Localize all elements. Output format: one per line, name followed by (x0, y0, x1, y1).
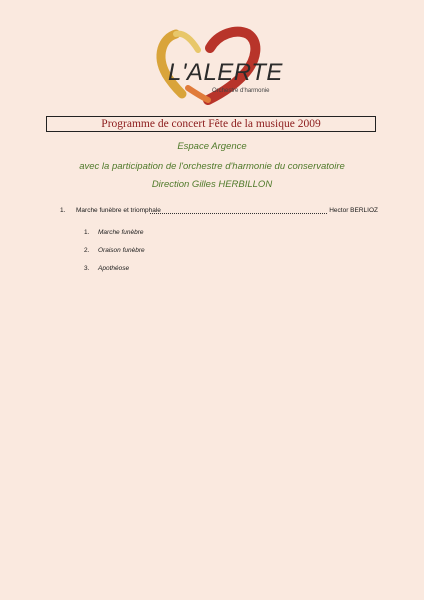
movement-item (84, 265, 129, 272)
movement-title: Apothéose (98, 265, 130, 272)
participation-text: avec la participation de l'orchestre d'harmonie du conservatoire (79, 161, 345, 172)
program-item-composer: Hector BERLIOZ (329, 207, 378, 214)
logo-tagline: Orchestre d'harmonie (212, 88, 270, 94)
movement-number: 3. (84, 265, 90, 272)
movement-title: Marche funèbre (98, 229, 144, 236)
program-item-title: Marche funèbre et triomphale (76, 207, 161, 214)
direction-text: Direction Gilles HERBILLON (151, 179, 273, 190)
logo (148, 26, 283, 106)
program-title: Programme de concert Fête de la musique 2009 (46, 116, 376, 132)
movement-title: Oraison funèbre (98, 247, 145, 254)
movement-item (84, 247, 145, 254)
movement-number: 1. (84, 229, 90, 236)
movement-item (84, 229, 144, 236)
venue-text: Espace Argence (177, 141, 247, 152)
movement-number: 2. (84, 247, 90, 254)
logo-wordmark: L'ALERTE (168, 59, 283, 86)
program-item-number: 1. (60, 207, 66, 214)
